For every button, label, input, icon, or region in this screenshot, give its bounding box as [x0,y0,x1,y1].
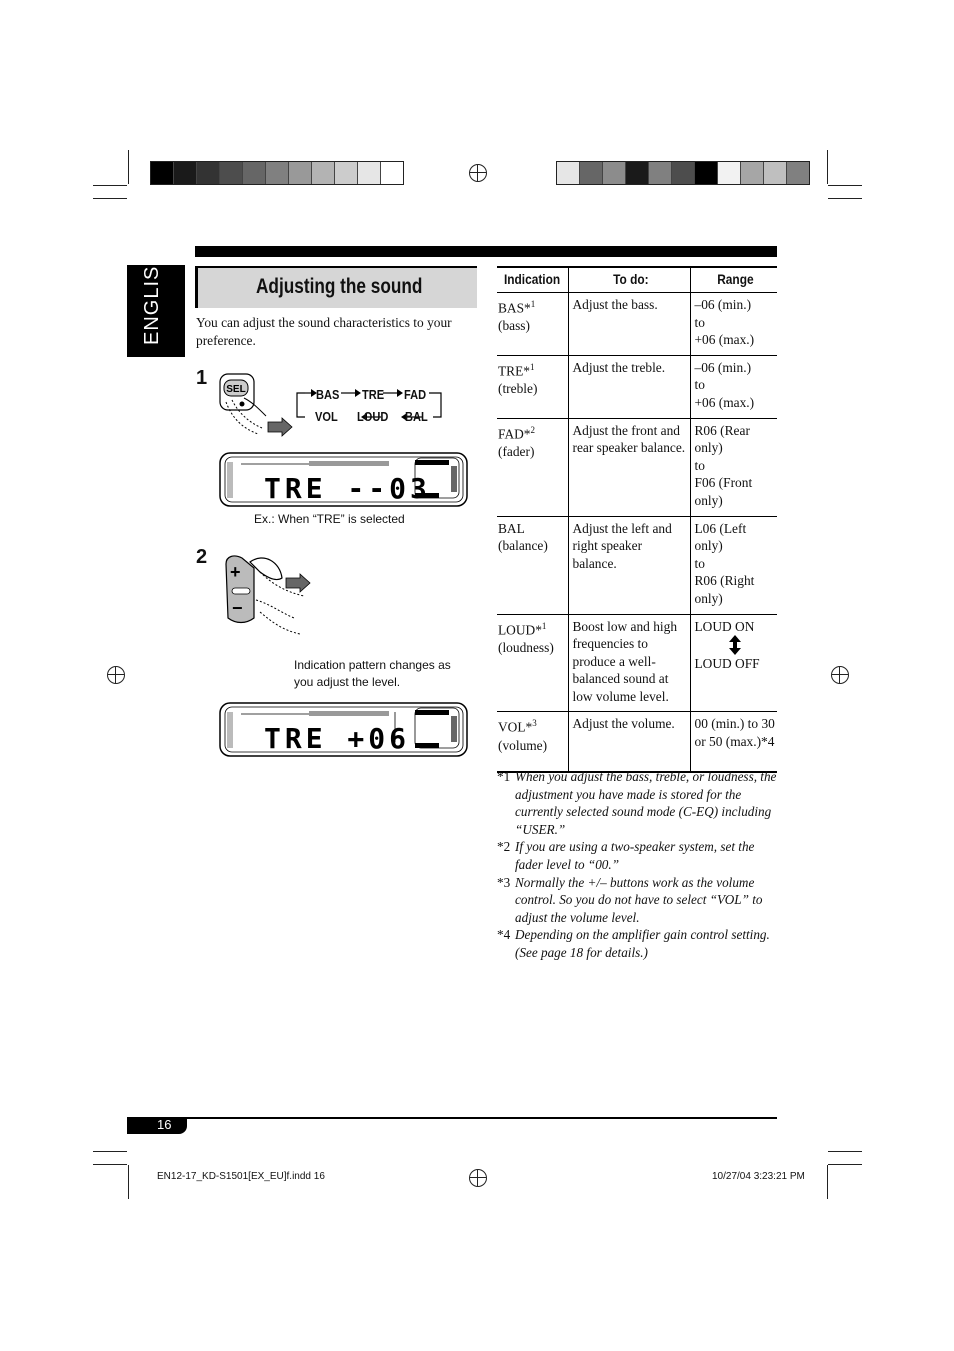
color-swatch [787,162,809,184]
registration-mark-icon [831,666,849,684]
color-bar-left [150,161,404,185]
color-swatch [266,162,289,184]
color-swatch [312,162,335,184]
registration-mark-icon [469,164,487,182]
registration-mark-icon [107,666,125,684]
step-number: 2 [196,546,208,568]
table-row: BAL (balance) Adjust the left and right speaker balance. L06 (Left only) to R06 (Right only) [497,516,777,614]
sel-button-illustration [218,372,298,438]
footnotes [497,768,779,962]
registration-mark-icon [469,1169,487,1187]
color-swatch [557,162,580,184]
color-swatch [718,162,741,184]
page-number: 16 [127,1118,187,1134]
step2-caption: Indication pattern changes as you adjust the level. [294,658,451,689]
color-swatch [695,162,718,184]
color-swatch [649,162,672,184]
lcd-display-illustration [219,702,469,758]
sequence-bal: BAL [405,409,428,424]
header-range: Range [690,267,777,293]
language-tab: ENGLISH [127,265,185,357]
header-rule [195,246,777,257]
color-swatch [220,162,243,184]
sequence-vol: VOL [315,409,338,424]
crop-mark [93,198,127,199]
color-swatch [174,162,197,184]
crop-mark [128,150,129,184]
crop-mark [827,150,828,184]
color-swatch [197,162,220,184]
table-row: LOUD*$^1$ (loudness) Boost low and high frequencies to produce a well-balanced sound at low volume level. LOUD ON LOUD OFF [497,614,777,712]
sound-settings-table [497,266,777,773]
color-swatch [672,162,695,184]
svg-text:+: + [230,562,241,582]
color-swatch [603,162,626,184]
sequence-tre: TRE [362,387,385,402]
footer-timestamp: 10/27/04 3:23:21 PM [712,1171,805,1182]
sequence-loud: LOUD [357,409,389,424]
color-swatch [580,162,603,184]
table-row: TRE*$^1$ (treble) Adjust the treble. –06 (min.) to +06 (max.) [497,355,777,418]
footnote: *2 If you are using a two-speaker system, set the fader level to “00.” [497,839,755,872]
table-row: VOL*$^3$ (volume) Adjust the volume. 00 (min.) to 30 or 50 (max.)*4 [497,712,777,772]
color-bar-right [556,161,810,185]
display1-caption: Ex.: When “TRE” is selected [254,512,405,526]
color-swatch [358,162,381,184]
footer-rule [127,1117,777,1119]
color-swatch [626,162,649,184]
up-down-arrow-icon [695,635,775,655]
crop-mark [828,1164,862,1165]
crop-mark [93,1164,127,1165]
crop-mark [828,185,862,186]
intro-text: You can adjust the sound characteristics to your preference. [196,315,452,348]
footnote: *1 When you adjust the bass, treble, or loudness, the adjustment you have made is stored for the currently selected sound mode (C-EQ) including “USER.” [497,769,777,837]
color-swatch [289,162,312,184]
svg-text:−: − [232,598,243,618]
crop-mark [828,1151,862,1152]
header-todo: To do: [568,267,690,293]
sequence-bas: BAS [316,387,340,402]
sequence-fad: FAD [404,387,427,402]
table-row: BAS*$^1$ (bass) Adjust the bass. –06 (min.) to +06 (max.) [497,293,777,356]
table-row: FAD*$^2$ (fader) Adjust the front and rear speaker balance. R06 (Rear only) to F06 (Front only) [497,418,777,516]
color-swatch [151,162,174,184]
section-title: Adjusting the sound [195,266,477,308]
header-indication: Indication [497,267,568,293]
sel-label: SEL [226,384,246,395]
crop-mark [93,1151,127,1152]
footnote: *4 Depending on the amplifier gain control setting. (See page 18 for details.) [497,927,770,960]
color-swatch [381,162,403,184]
step-number: 1 [196,367,208,389]
lcd-readout: TRE +06 [264,722,411,755]
footnote: *3 Normally the +/– buttons work as the volume control. So you do not have to select “VOL” to adjust the volume level. [497,874,763,925]
color-swatch [243,162,266,184]
footer-filename: EN12-17_KD-S1501[EX_EU]f.indd 16 [157,1171,325,1182]
crop-mark [93,185,127,186]
crop-mark [827,1165,828,1199]
crop-mark [128,1165,129,1199]
color-swatch [335,162,358,184]
crop-mark [828,198,862,199]
plus-minus-button-illustration [220,552,320,638]
lcd-display-illustration [219,452,469,508]
lcd-readout: TRE --03 [264,472,431,505]
color-swatch [741,162,764,184]
color-swatch [764,162,787,184]
